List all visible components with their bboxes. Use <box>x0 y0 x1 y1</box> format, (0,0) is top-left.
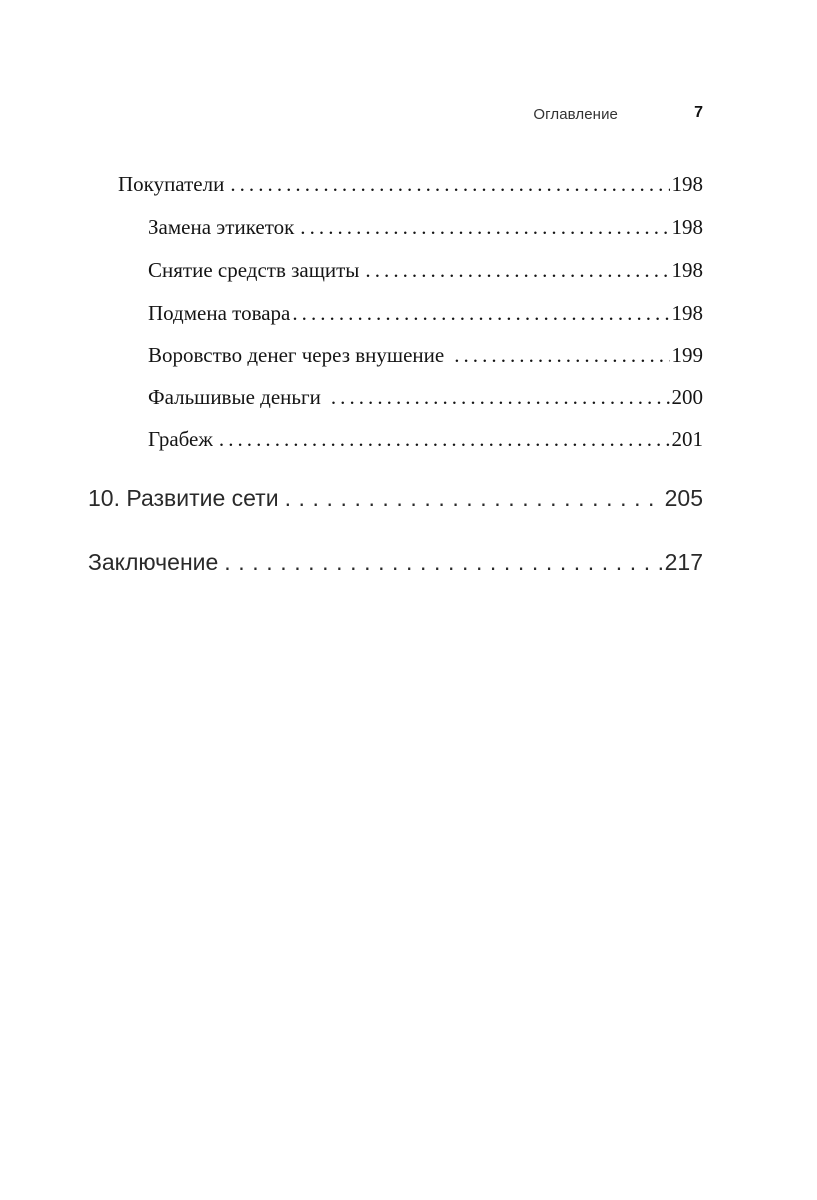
toc-entry-page: 199 <box>671 343 703 367</box>
toc-entry-level3[interactable] <box>148 427 703 452</box>
toc-entry-level3[interactable] <box>148 385 703 410</box>
toc-entry-title: Фальшивые деньги <box>148 385 321 409</box>
toc-entry-page: 198 <box>671 215 703 239</box>
dot-leader <box>292 301 669 326</box>
dot-leader <box>454 343 669 368</box>
dot-leader <box>365 258 669 283</box>
toc-entry-title: Грабеж <box>148 427 213 451</box>
toc-entry-page: 200 <box>671 385 703 409</box>
toc-entry-title: Заключение <box>88 549 219 575</box>
dot-leader <box>219 427 670 452</box>
toc-entry-page: 198 <box>671 258 703 282</box>
page-number: 7 <box>694 104 703 121</box>
dot-leader <box>224 549 662 576</box>
toc-entry-level3[interactable] <box>148 343 703 368</box>
toc-entry-title: Воровство денег через внушение <box>148 343 445 367</box>
toc-entry-level3[interactable] <box>148 215 703 240</box>
toc-entry-page: 198 <box>671 172 703 196</box>
toc-entry-page: 201 <box>671 427 703 451</box>
running-header <box>0 104 703 126</box>
toc-entry-level3[interactable] <box>148 258 703 283</box>
dot-leader <box>300 215 669 240</box>
toc-entry-chapter[interactable] <box>88 485 703 512</box>
toc-entry-title: Снятие средств защиты <box>148 258 360 282</box>
toc-entry-chapter[interactable] <box>88 549 703 576</box>
toc-entry-level2[interactable] <box>118 172 703 197</box>
dot-leader <box>331 385 670 410</box>
toc-entry-title: Подмена товара <box>148 301 291 325</box>
running-title: Оглавление <box>533 106 618 123</box>
toc-entry-title: Замена этикеток <box>148 215 295 239</box>
toc-entry-title: 10. Развитие сети <box>88 485 279 511</box>
toc-entry-page: 205 <box>664 485 703 511</box>
dot-leader <box>285 485 663 512</box>
dot-leader <box>230 172 669 197</box>
toc-entry-page: 217 <box>664 549 703 575</box>
toc-entry-title: Покупатели <box>118 172 225 196</box>
toc-entry-page: 198 <box>671 301 703 325</box>
toc-entry-level3[interactable] <box>148 301 703 326</box>
